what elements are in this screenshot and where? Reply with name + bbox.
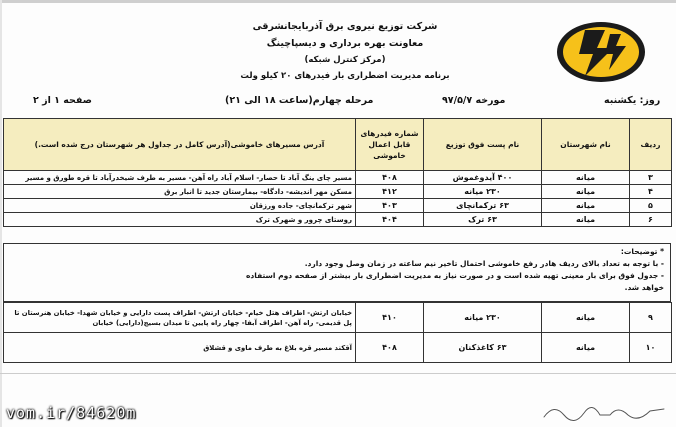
table-row <box>4 199 672 213</box>
header-row-number: ردیف <box>630 119 672 171</box>
left-edge <box>0 0 2 427</box>
city-cell: میانه <box>542 199 630 213</box>
row-number: ۱۰ <box>630 333 672 363</box>
address-cell: مسکن مهر اندیشه- دادگاه- بیمارستان جدید تا انبار برق <box>4 185 356 199</box>
table-row <box>4 213 672 227</box>
substation-cell: ۶۳ ترکمانچای <box>424 199 542 213</box>
program-title: برنامه مدیریت اضطراری بار فیدرهای ۲۰ کیلو ولت <box>240 71 450 81</box>
address-cell: آقکند مسیر قره بلاغ به طرف ماوی و قشلاق <box>4 333 356 363</box>
center-title: (مرکز کنترل شبکه) <box>304 55 386 65</box>
header-city: نام شهرستان <box>542 119 630 171</box>
feeder-cell: ۴۰۸ <box>356 171 424 185</box>
company-logo-icon <box>555 20 647 84</box>
address-cell: خیابان ارتش- اطراف هتل خیام- خیابان ارتش- اطراف پست دارایی و خیابان شهدا- خیابان هنرستان تا پل قدیمی- راه آهن- اطراف آبفا- چهار راه پایین تا میدان بسیج(دارایی) خیابان <box>4 303 356 333</box>
notes-title: * توضیحات: <box>620 247 664 256</box>
notes-line: خواهد شد. <box>624 283 664 292</box>
city-cell: میانه <box>542 303 630 333</box>
notes-line: - جدول فوق برای بار معینی تهیه شده است و در صورت نیاز به مدیریت اضطراری بار بیشتر از صفحه دوم استفاده <box>246 271 664 280</box>
row-number: ۵ <box>630 199 672 213</box>
table-header-row <box>4 119 672 171</box>
table-row <box>4 333 672 363</box>
header-address: آدرس مسیرهای خاموشی(آدرس کامل در جداول هر شهرستان درج شده است.) <box>4 119 356 171</box>
blackout-table <box>3 118 672 227</box>
city-cell: میانه <box>542 171 630 185</box>
feeder-cell: ۴۰۴ <box>356 213 424 227</box>
city-cell: میانه <box>542 185 630 199</box>
city-cell: میانه <box>542 333 630 363</box>
substation-cell: ۶۳ ترک <box>424 213 542 227</box>
notes-box <box>3 243 671 302</box>
city-cell: میانه <box>542 213 630 227</box>
footer-divider <box>0 373 676 374</box>
phase-label: مرحله چهارم(ساعت ۱۸ الی ۲۱) <box>225 95 374 106</box>
deputy-title: معاونت بهره برداری و دیسپاچینگ <box>266 38 424 49</box>
feeder-cell: ۴۱۲ <box>356 185 424 199</box>
row-number: ۹ <box>630 303 672 333</box>
lower-table <box>3 302 672 363</box>
page-number: صفحه ۱ از ۲ <box>33 95 92 106</box>
substation-cell: ۶۳ کاغذکنان <box>424 333 542 363</box>
address-cell: روستای چرور و شهرک ترک <box>4 213 356 227</box>
table-row <box>4 185 672 199</box>
feeder-cell: ۴۰۸ <box>356 333 424 363</box>
date-label: مورخه ۹۷/۵/۷ <box>442 95 506 106</box>
substation-cell: ۲۳۰ میانه <box>424 303 542 333</box>
day-label: روز: یکشنبه <box>604 95 661 106</box>
address-cell: شهر ترکمانچای- جاده ورزقان <box>4 199 356 213</box>
feeder-cell: ۴۱۰ <box>356 303 424 333</box>
watermark-url: vom.ir/84620m <box>6 404 137 422</box>
top-frame <box>0 0 676 3</box>
row-number: ۶ <box>630 213 672 227</box>
company-name: شرکت توزیع نیروی برق آذربایجانشرقی <box>252 21 438 32</box>
row-number: ۴ <box>630 185 672 199</box>
address-cell: مسیر چای ینگ آباد تا حصار- اسلام آباد راه آهن- مسیر به طرف شیخدرآباد تا قره طورق و مسیر <box>4 171 356 185</box>
substation-cell: ۴۰۰ آیدوغموش <box>424 171 542 185</box>
header-feeder: شماره فیدرهای قابل اعمال خاموشی <box>356 119 424 171</box>
header-substation: نام پست فوق توزیع <box>424 119 542 171</box>
feeder-cell: ۴۰۳ <box>356 199 424 213</box>
table-row <box>4 171 672 185</box>
table-row <box>4 303 672 333</box>
notes-line: - با توجه به تعداد بالای ردیف هادر رفع خاموشی احتمال تاخیر نیم ساعته در زمان وصل وجود دارد. <box>304 259 664 268</box>
substation-cell: ۲۳۰ میانه <box>424 185 542 199</box>
row-number: ۳ <box>630 171 672 185</box>
brand-watermark-icon <box>540 395 670 425</box>
